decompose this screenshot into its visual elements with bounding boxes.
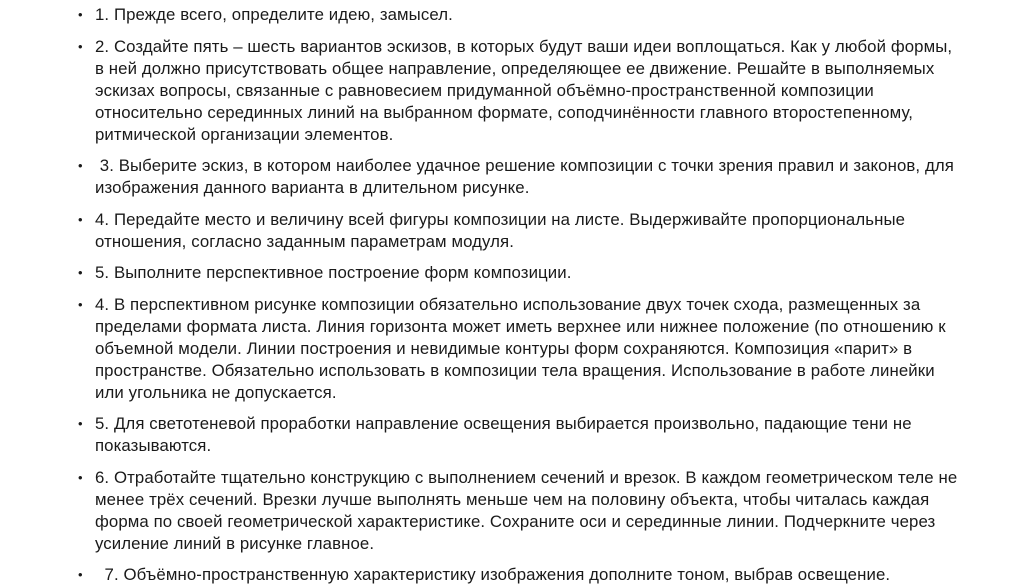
bullet-icon: • — [78, 158, 83, 173]
list-item — [78, 564, 964, 586]
bullet-text: 1. Прежде всего, определите идею, замысел. — [95, 5, 453, 24]
list-item — [78, 155, 964, 199]
bullet-icon: • — [78, 7, 83, 22]
list-item — [78, 467, 964, 555]
bullet-icon: • — [78, 265, 83, 280]
bullet-text: 4. Передайте место и величину всей фигуры композиции на листе. Выдерживайте пропорциональные отношения, согласно заданным параметрам модуля. — [95, 209, 910, 251]
bullet-icon: • — [78, 567, 83, 582]
list-item — [78, 294, 964, 404]
bullet-icon: • — [78, 416, 83, 431]
bullet-text: 2. Создайте пять – шесть вариантов эскизов, в которых будут ваши идеи воплощаться. Как у любой формы, в ней должно присутствовать общее направление, определяющее ее движение. Решайте в выполняемых эскизах вопросы, связанные с равновесием придуманной объёмно-пространственной композиции относительно серединных линий на выбранном формате, соподчинённости главного второстепенному, ритмической организации элементов. — [95, 36, 957, 144]
bullet-icon: • — [78, 469, 83, 485]
bullet-text: 6. Отработайте тщательно конструкцию с выполнением сечений и врезок. В каждом геометрическом теле не менее трёх сечений. Врезки лучше выполнять меньше чем на половину объекта, чтобы читалась каждая форма по своей геометрической характеристике. Сохраните оси и серединные линии. Подчеркните через усиление линий в рисунке главное. — [95, 467, 963, 553]
list-item — [78, 262, 964, 284]
bullet-icon: • — [78, 211, 83, 227]
list-item — [78, 209, 964, 253]
bullet-text: 5. Для светотеневой проработки направление освещения выбирается произвольно, падающие тени не показываются. — [95, 414, 917, 455]
list-item — [78, 36, 964, 146]
bullet-text: 3. Выберите эскиз, в котором наиболее удачное решение композиции с точки зрения правил и законов, для изображения данного варианта в длительном рисунке. — [95, 156, 959, 197]
bullet-text: 5. Выполните перспективное построение форм композиции. — [95, 263, 572, 282]
bullet-icon: • — [78, 38, 83, 54]
bullet-icon: • — [78, 296, 83, 312]
instruction-list — [78, 4, 964, 586]
list-item — [78, 4, 964, 26]
bullet-text: 4. В перспективном рисунке композиции обязательно использование двух точек схода, размещенных за пределами формата листа. Линия горизонта может иметь верхнее или нижнее положение (по отношению к объемной модели. Линии построения и невидимые контуры форм сохраняются. Композиция «парит» в пространстве. Обязательно использовать в композиции тела вращения. Использование в работе линейки или угольника не допускается. — [95, 294, 951, 402]
bullet-text: 7. Объёмно-пространственную характеристику изображения дополните тоном, выбрав освещение. — [95, 565, 891, 584]
list-item — [78, 413, 964, 457]
